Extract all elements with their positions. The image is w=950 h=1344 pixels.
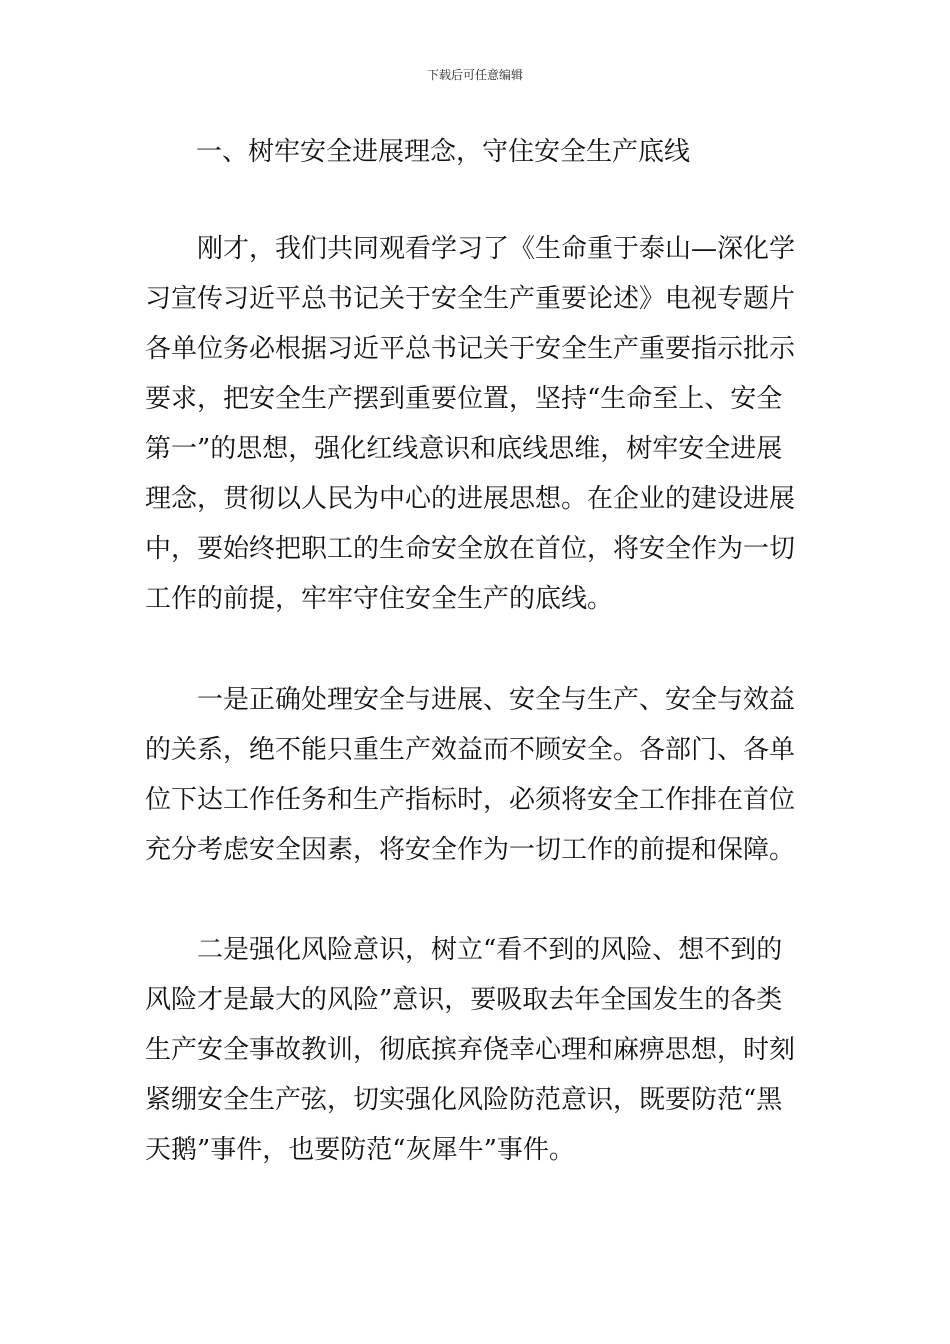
paragraph-line: 一是正确处理安全与进展、安全与生产、安全与效益 (197, 685, 796, 715)
paragraph-line: 二是强化风险意识，树立“看不到的风险、想不到的 (197, 935, 783, 965)
paragraph-line: 工作的前提，牢牢守住安全生产的底线。 (145, 584, 614, 614)
paragraph-line: 充分考虑安全因素，将安全作为一切工作的前提和保障。 (145, 835, 796, 865)
paragraph-line: 习宣传习近平总书记关于安全生产重要论述》电视专题片 (145, 284, 796, 314)
paragraph-line: 天鹅”事件，也要防范“灰犀牛”事件。 (145, 1135, 575, 1165)
paragraph-intro (145, 224, 795, 624)
paragraph-point-two (145, 925, 795, 1175)
paragraph-line: 风险才是最大的风险”意识，要吸取去年全国发生的各类 (145, 985, 783, 1015)
paragraph-line: 刚才，我们共同观看学习了《生命重于泰山—深化学 (197, 234, 796, 264)
paragraph-line: 位下达工作任务和生产指标时，必须将安全工作排在首位 (145, 785, 796, 815)
paragraph-line: 中，要始终把职工的生命安全放在首位，将安全作为一切 (145, 534, 796, 564)
paragraph-line: 紧绷安全生产弦，切实强化风险防范意识，既要防范“黑 (145, 1085, 783, 1115)
paragraph-point-one (145, 675, 795, 875)
paragraph-line: 生产安全事故教训，彻底摈弃侥幸心理和麻痹思想，时刻 (145, 1035, 796, 1065)
paragraph-line: 理念，贯彻以人民为中心的进展思想。在企业的建设进展 (145, 484, 796, 514)
paragraph-line: 第一”的思想，强化红线意识和底线思维，树牢安全进展 (145, 434, 783, 464)
paragraph-line: 的关系，绝不能只重生产效益而不顾安全。各部门、各单 (145, 735, 796, 765)
paragraph-line: 各单位务必根据习近平总书记关于安全生产重要指示批示 (145, 334, 796, 364)
paragraph-line: 要求，把安全生产摆到重要位置，坚持“生命至上、安全 (145, 384, 783, 414)
header-note: 下载后可任意编辑 (426, 68, 523, 82)
section-heading: 一、树牢安全进展理念，守住安全生产底线 (196, 137, 691, 167)
